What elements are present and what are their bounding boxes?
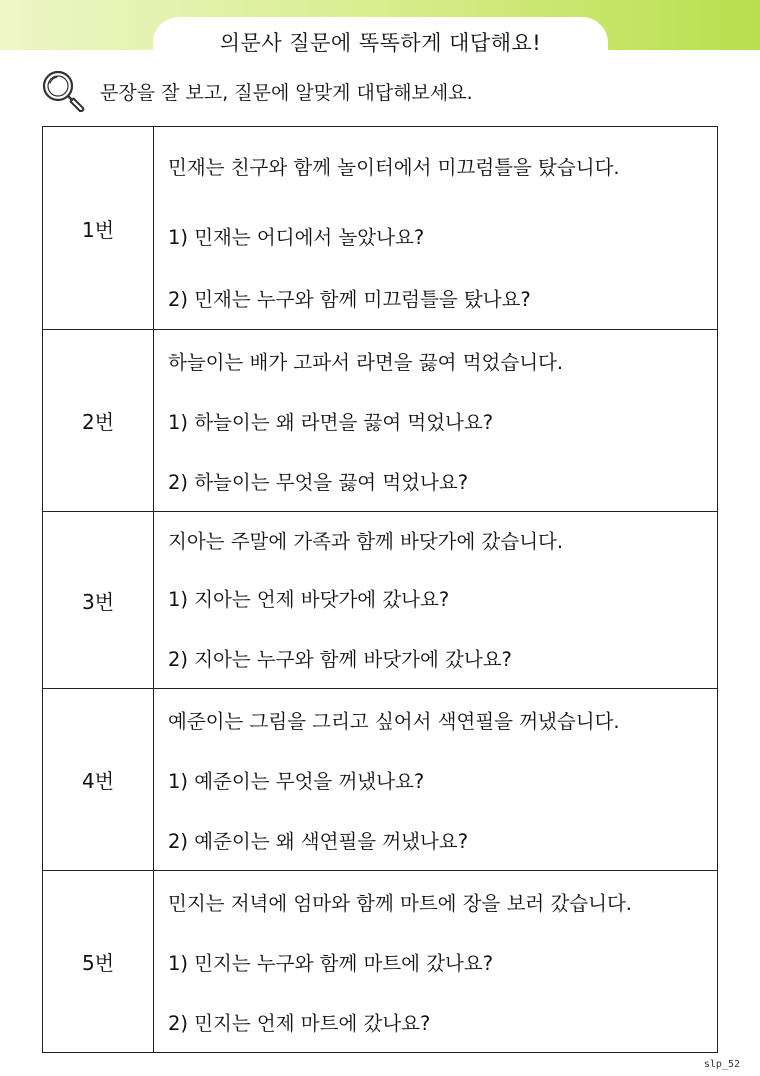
row-number: 1번	[43, 127, 154, 330]
table-row	[43, 330, 718, 512]
sentence: 예준이는 그림을 그리고 싶어서 색연필을 꺼냈습니다.	[168, 709, 620, 733]
magnifier-icon	[40, 68, 86, 114]
question-2: 2) 예준이는 왜 색연필을 꺼냈나요?	[168, 830, 469, 853]
page-code: slp_52	[703, 1059, 740, 1070]
question-2: 2) 민지는 언제 마트에 갔나요?	[168, 1012, 431, 1035]
question-2: 2) 지아는 누구와 함께 바닷가에 갔나요?	[168, 648, 512, 671]
sentence: 하늘이는 배가 고파서 라면을 끓여 먹었습니다.	[168, 350, 564, 374]
table-row	[43, 512, 718, 689]
question-1: 1) 예준이는 무엇을 꺼냈나요?	[168, 770, 425, 793]
table-row	[43, 871, 718, 1053]
row-number: 4번	[43, 689, 154, 871]
question-1: 1) 민지는 누구와 함께 마트에 갔나요?	[168, 952, 494, 975]
sentence: 지아는 주말에 가족과 함께 바닷가에 갔습니다.	[168, 530, 564, 553]
question-table	[42, 126, 718, 1053]
question-2: 2) 민재는 누구와 함께 미끄럼틀을 탔나요?	[168, 288, 531, 311]
sentence: 민재는 친구와 함께 놀이터에서 미끄럼틀을 탔습니다.	[168, 156, 620, 179]
question-1: 1) 민재는 어디에서 놀았나요?	[168, 226, 425, 249]
instruction-text: 문장을 잘 보고, 질문에 알맞게 대답해보세요.	[100, 81, 473, 104]
row-number: 2번	[43, 330, 154, 512]
table-row	[43, 689, 718, 871]
row-number: 3번	[43, 512, 154, 689]
instruction	[40, 68, 473, 114]
question-1: 1) 지아는 언제 바닷가에 갔나요?	[168, 588, 450, 611]
question-1: 1) 하늘이는 왜 라면을 끓여 먹었나요?	[168, 411, 494, 434]
row-number: 5번	[43, 871, 154, 1053]
question-2: 2) 하늘이는 무엇을 끓여 먹었나요?	[168, 471, 469, 494]
sentence: 민지는 저녁에 엄마와 함께 마트에 장을 보러 갔습니다.	[168, 891, 633, 915]
page-title: 의문사 질문에 똑똑하게 대답해요!	[153, 17, 608, 67]
table-row	[43, 127, 718, 330]
